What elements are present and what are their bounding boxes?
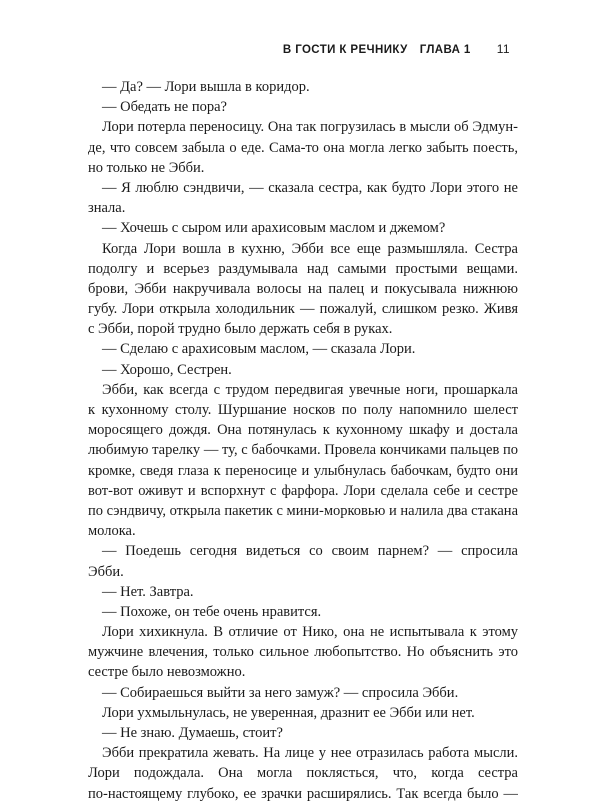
text-line: кромке, сведя глаза к переносице и улыбнулась бабочкам, будто они (88, 462, 518, 479)
text-line: подолгу и всерьез раздумывала над самыми простыми вещами. (88, 260, 518, 277)
text-line: — Нет. Завтра. (102, 583, 194, 600)
text-line: по сэндвичу, открыла пакетик с мини-морковью и налила два стакана (88, 502, 518, 519)
text-line: Эбби. (88, 563, 124, 580)
text-line: Эбби, как всегда с трудом передвигая увечные ноги, прошаркала (102, 381, 518, 398)
chapter-label: ГЛАВА 1 (419, 44, 471, 56)
text-line: Лори потерла переносицу. Она так погрузилась в мысли об Эдмун- (102, 119, 518, 136)
text-line: Когда Лори вошла в кухню, Эбби все еще размышляла. Сестра (102, 240, 518, 257)
text-line: Лори хихикнула. В отличие от Нико, она не испытывала к этому (102, 624, 518, 641)
text-line: — Обедать не пора? (102, 99, 227, 116)
text-line: Лори ухмыльнулась, не уверенная, дразнит ее Эбби или нет. (102, 704, 475, 721)
text-line: брови, Эбби накручивала волосы на палец и покусывала нижнюю (88, 280, 518, 297)
text-line: знала. (88, 200, 126, 217)
text-line: мужчине влечения, только сильное любопытство. Но объяснить это (88, 644, 518, 661)
text-line: моросящего дождя. Она потянулась к кухонному шкафу и достала (88, 422, 518, 439)
text-line: по-настоящему глубоко, ее зрачки расширялись. Так всегда было — (88, 785, 518, 802)
text-line: с Эбби, порой трудно было держать себя в руках. (88, 321, 393, 338)
body-text (88, 77, 518, 804)
text-line: к кухонному столу. Шуршание носков по полу напомнило шелест (88, 402, 518, 418)
text-line: — Я люблю сэндвичи, — сказала сестра, как будто Лори этого не (102, 179, 518, 196)
text-line: — Сделаю с арахисовым маслом, — сказала Лори. (102, 341, 416, 358)
text-line: — Похоже, он тебе очень нравится. (102, 603, 322, 620)
text-line: но только не Эбби. (88, 159, 205, 176)
text-line: сестре было невозможно. (88, 664, 246, 681)
text-line: Лори подождала. Она могла поклясться, что, когда сестра (88, 765, 518, 782)
text-line: любимую тарелку — ту, с бабочками. Провела кончиками пальцев по (88, 442, 518, 459)
text-line: — Хочешь с сыром или арахисовым маслом и джемом? (102, 220, 446, 237)
running-header (283, 42, 510, 56)
text-line: — Поедешь сегодня видеться со своим парнем? — спросила (102, 543, 518, 560)
text-line: — Не знаю. Думаешь, стоит? (102, 725, 283, 741)
text-line: молока. (88, 523, 136, 540)
text-line: — Да? — Лори вышла в коридор. (102, 79, 310, 95)
book-title: В ГОСТИ К РЕЧНИКУ (282, 44, 408, 56)
text-line: — Хорошо, Сестрен. (102, 361, 232, 378)
text-line: губу. Лори открыла холодильник — пожалуй, слишком резко. Живя (88, 301, 518, 318)
text-line: — Собираешься выйти за него замуж? — спросила Эбби. (102, 684, 459, 701)
text-line: Эбби прекратила жевать. На лице у нее отразилась работа мысли. (102, 745, 518, 762)
page-number: 11 (496, 42, 510, 56)
text-line: де, что совсем забыла о еде. Сама-то она могла легко забыть поесть, (88, 139, 518, 156)
text-line: вот-вот оживут и вспорхнут с фарфора. Лори сделала себе и сестре (88, 482, 518, 499)
